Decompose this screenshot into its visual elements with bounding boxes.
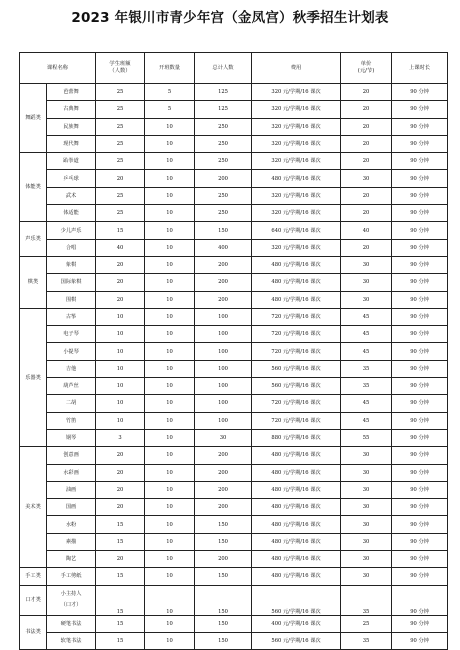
class-size-cell: 20	[96, 447, 145, 464]
course-name-cell: 创意画	[47, 447, 96, 464]
class-size-cell: 10	[96, 360, 145, 377]
duration-cell: 90 分钟	[392, 499, 448, 516]
classes-cell: 10	[145, 615, 195, 632]
classes-cell: 5	[145, 101, 195, 118]
class-size-cell: 25	[96, 153, 145, 170]
course-name-line: 小主持人	[60, 591, 82, 598]
course-name-cell: 民族舞	[47, 118, 96, 135]
unit-price-cell: 45	[341, 308, 392, 325]
class-size-cell: 20	[96, 464, 145, 481]
table-row	[20, 585, 448, 615]
class-size-cell: 10	[96, 395, 145, 412]
duration-cell: 90 分钟	[392, 481, 448, 498]
unit-price-cell: 45	[341, 326, 392, 343]
duration-cell: 90 分钟	[392, 516, 448, 533]
category-cell: 手工类	[20, 568, 47, 585]
class-size-cell: 25	[96, 135, 145, 152]
classes-cell: 10	[145, 326, 195, 343]
course-name-cell: 古典舞	[47, 101, 96, 118]
table-row	[20, 274, 448, 291]
table-row	[20, 447, 448, 464]
classes-cell: 5	[145, 84, 195, 101]
class-size-cell: 20	[96, 481, 145, 498]
total-cell: 150	[195, 632, 252, 649]
duration-cell: 90 分钟	[392, 551, 448, 568]
total-cell: 125	[195, 84, 252, 101]
classes-cell: 10	[145, 135, 195, 152]
table-row	[20, 101, 448, 118]
course-name-cell: 钢琴	[47, 429, 96, 446]
class-size-cell: 15	[96, 568, 145, 585]
duration-cell: 90 分钟	[392, 412, 448, 429]
class-size-cell: 15	[96, 533, 145, 550]
fee-cell: 320 元/学期/16 课次	[252, 135, 341, 152]
fee-cell: 480 元/学期/16 课次	[252, 551, 341, 568]
class-size-cell: 25	[96, 205, 145, 222]
table-row	[20, 118, 448, 135]
unit-price-cell: 35	[341, 585, 392, 615]
class-size-cell: 15	[96, 222, 145, 239]
table-row	[20, 429, 448, 446]
fee-cell: 480 元/学期/16 课次	[252, 533, 341, 550]
duration-cell: 90 分钟	[392, 308, 448, 325]
class-size-cell: 20	[96, 170, 145, 187]
duration-cell: 90 分钟	[392, 153, 448, 170]
table-row	[20, 378, 448, 395]
fee-cell: 480 元/学期/16 课次	[252, 499, 341, 516]
class-size-cell: 25	[96, 84, 145, 101]
duration-cell: 90 分钟	[392, 533, 448, 550]
class-size-cell: 20	[96, 274, 145, 291]
course-name-cell: 古筝	[47, 308, 96, 325]
total-cell: 100	[195, 360, 252, 377]
unit-price-cell: 45	[341, 343, 392, 360]
duration-cell: 90 分钟	[392, 395, 448, 412]
unit-price-cell: 30	[341, 274, 392, 291]
fee-cell: 320 元/学期/16 课次	[252, 187, 341, 204]
table-row	[20, 308, 448, 325]
classes-cell: 10	[145, 533, 195, 550]
total-cell: 200	[195, 447, 252, 464]
classes-cell: 10	[145, 632, 195, 649]
duration-cell: 90 分钟	[392, 84, 448, 101]
unit-price-cell: 30	[341, 533, 392, 550]
fee-cell: 720 元/学期/16 课次	[252, 395, 341, 412]
fee-cell: 320 元/学期/16 课次	[252, 101, 341, 118]
fee-cell: 480 元/学期/16 课次	[252, 447, 341, 464]
class-size-cell: 25	[96, 101, 145, 118]
classes-cell: 10	[145, 378, 195, 395]
class-size-cell: 25	[96, 187, 145, 204]
duration-cell: 90 分钟	[392, 135, 448, 152]
total-cell: 150	[195, 585, 252, 615]
duration-cell: 90 分钟	[392, 118, 448, 135]
header-classes: 开班数量	[145, 53, 195, 84]
class-size-cell: 3	[96, 429, 145, 446]
classes-cell: 10	[145, 308, 195, 325]
fee-cell: 480 元/学期/16 课次	[252, 256, 341, 273]
category-cell: 乐器类	[20, 308, 47, 446]
total-cell: 30	[195, 429, 252, 446]
fee-cell: 480 元/学期/16 课次	[252, 481, 341, 498]
classes-cell: 10	[145, 343, 195, 360]
category-cell: 声乐类	[20, 222, 47, 257]
course-name-cell: 素描	[47, 533, 96, 550]
course-name-cell: 水粉	[47, 516, 96, 533]
table-row	[20, 533, 448, 550]
unit-price-cell: 30	[341, 516, 392, 533]
unit-price-cell: 30	[341, 551, 392, 568]
table-row	[20, 464, 448, 481]
class-size-cell: 15	[96, 632, 145, 649]
classes-cell: 10	[145, 118, 195, 135]
course-name-cell	[47, 585, 96, 615]
duration-cell: 90 分钟	[392, 615, 448, 632]
unit-price-cell: 25	[341, 615, 392, 632]
course-name-cell: 水彩画	[47, 464, 96, 481]
course-name-cell: 国际象棋	[47, 274, 96, 291]
table-body	[20, 84, 448, 650]
course-name-cell: 葫芦丝	[47, 378, 96, 395]
class-size-cell: 40	[96, 239, 145, 256]
course-name-cell: 陶艺	[47, 551, 96, 568]
table-row	[20, 568, 448, 585]
course-name-cell: 象棋	[47, 256, 96, 273]
total-cell: 250	[195, 187, 252, 204]
duration-cell: 90 分钟	[392, 378, 448, 395]
table-row	[20, 615, 448, 632]
unit-price-cell: 20	[341, 101, 392, 118]
unit-price-cell: 30	[341, 568, 392, 585]
table-row	[20, 256, 448, 273]
fee-cell: 320 元/学期/16 课次	[252, 84, 341, 101]
class-size-cell: 15	[96, 585, 145, 615]
course-name-cell: 合唱	[47, 239, 96, 256]
unit-price-cell: 30	[341, 256, 392, 273]
duration-cell: 90 分钟	[392, 429, 448, 446]
classes-cell: 10	[145, 447, 195, 464]
duration-cell: 90 分钟	[392, 360, 448, 377]
total-cell: 200	[195, 170, 252, 187]
table-row	[20, 412, 448, 429]
unit-price-cell: 20	[341, 205, 392, 222]
table-row	[20, 326, 448, 343]
table-row	[20, 481, 448, 498]
table-row	[20, 551, 448, 568]
table-row	[20, 395, 448, 412]
unit-price-cell: 20	[341, 187, 392, 204]
classes-cell: 10	[145, 464, 195, 481]
category-cell: 棋类	[20, 256, 47, 308]
total-cell: 150	[195, 516, 252, 533]
class-size-cell: 20	[96, 551, 145, 568]
table-row	[20, 187, 448, 204]
duration-cell: 90 分钟	[392, 274, 448, 291]
fee-cell: 720 元/学期/16 课次	[252, 326, 341, 343]
class-size-cell: 15	[96, 615, 145, 632]
total-cell: 100	[195, 343, 252, 360]
classes-cell: 10	[145, 153, 195, 170]
total-cell: 100	[195, 378, 252, 395]
course-name-cell: 体适能	[47, 205, 96, 222]
table-row	[20, 343, 448, 360]
fee-cell: 560 元/学期/16 课次	[252, 360, 341, 377]
enrollment-plan-table	[19, 52, 448, 650]
duration-cell: 90 分钟	[392, 585, 448, 615]
fee-cell: 480 元/学期/16 课次	[252, 170, 341, 187]
course-name-cell: 硬笔书法	[47, 615, 96, 632]
duration-cell: 90 分钟	[392, 343, 448, 360]
course-name-cell: 竹笛	[47, 412, 96, 429]
course-name-cell: 芭蕾舞	[47, 84, 96, 101]
total-cell: 250	[195, 205, 252, 222]
classes-cell: 10	[145, 585, 195, 615]
classes-cell: 10	[145, 187, 195, 204]
total-cell: 150	[195, 615, 252, 632]
table-row	[20, 291, 448, 308]
total-cell: 100	[195, 412, 252, 429]
total-cell: 250	[195, 118, 252, 135]
course-name-cell: 乒乓球	[47, 170, 96, 187]
fee-cell: 480 元/学期/16 课次	[252, 516, 341, 533]
course-name-cell: 现代舞	[47, 135, 96, 152]
classes-cell: 10	[145, 291, 195, 308]
table-row	[20, 205, 448, 222]
table-row	[20, 135, 448, 152]
unit-price-cell: 20	[341, 118, 392, 135]
total-cell: 250	[195, 135, 252, 152]
course-name-cell: 小提琴	[47, 343, 96, 360]
header-duration: 上课时长	[392, 53, 448, 84]
unit-price-cell: 20	[341, 84, 392, 101]
duration-cell: 90 分钟	[392, 170, 448, 187]
course-name-cell: 吉他	[47, 360, 96, 377]
table-row	[20, 516, 448, 533]
class-size-cell: 25	[96, 118, 145, 135]
duration-cell: 90 分钟	[392, 256, 448, 273]
fee-cell: 320 元/学期/16 课次	[252, 205, 341, 222]
total-cell: 400	[195, 239, 252, 256]
course-name-cell: 国画	[47, 499, 96, 516]
total-cell: 200	[195, 256, 252, 273]
class-size-cell: 10	[96, 378, 145, 395]
course-name-cell: 围棋	[47, 291, 96, 308]
table-row	[20, 222, 448, 239]
class-size-cell: 20	[96, 291, 145, 308]
duration-cell: 90 分钟	[392, 187, 448, 204]
course-name-cell: 少儿声乐	[47, 222, 96, 239]
class-size-cell: 10	[96, 308, 145, 325]
total-cell: 100	[195, 308, 252, 325]
fee-cell: 320 元/学期/16 课次	[252, 239, 341, 256]
total-cell: 100	[195, 395, 252, 412]
total-cell: 100	[195, 326, 252, 343]
table-row	[20, 632, 448, 649]
unit-price-cell: 55	[341, 429, 392, 446]
unit-price-cell: 30	[341, 447, 392, 464]
duration-cell: 90 分钟	[392, 447, 448, 464]
classes-cell: 10	[145, 499, 195, 516]
class-size-cell: 10	[96, 326, 145, 343]
duration-cell: 90 分钟	[392, 326, 448, 343]
unit-price-cell: 20	[341, 135, 392, 152]
class-size-cell: 15	[96, 516, 145, 533]
header-total: 总计人数	[195, 53, 252, 84]
duration-cell: 90 分钟	[392, 464, 448, 481]
class-size-cell: 10	[96, 343, 145, 360]
course-name-cell: 跆拳道	[47, 153, 96, 170]
course-name-cell: 电子琴	[47, 326, 96, 343]
fee-cell: 400 元/学期/16 课次	[252, 615, 341, 632]
classes-cell: 10	[145, 412, 195, 429]
table-row	[20, 239, 448, 256]
table-row	[20, 499, 448, 516]
unit-price-cell: 20	[341, 153, 392, 170]
duration-cell: 90 分钟	[392, 239, 448, 256]
category-cell: 美术类	[20, 447, 47, 568]
fee-cell: 480 元/学期/16 课次	[252, 274, 341, 291]
fee-cell: 720 元/学期/16 课次	[252, 343, 341, 360]
class-size-cell: 20	[96, 256, 145, 273]
classes-cell: 10	[145, 551, 195, 568]
fee-cell: 560 元/学期/16 课次	[252, 378, 341, 395]
table-row	[20, 360, 448, 377]
classes-cell: 10	[145, 239, 195, 256]
classes-cell: 10	[145, 256, 195, 273]
classes-cell: 10	[145, 170, 195, 187]
fee-cell: 480 元/学期/16 课次	[252, 464, 341, 481]
total-cell: 250	[195, 153, 252, 170]
fee-cell: 560 元/学期/16 课次	[252, 585, 341, 615]
fee-cell: 720 元/学期/16 课次	[252, 412, 341, 429]
fee-cell: 480 元/学期/16 课次	[252, 291, 341, 308]
duration-cell: 90 分钟	[392, 101, 448, 118]
category-cell: 体能类	[20, 153, 47, 222]
unit-price-cell: 45	[341, 412, 392, 429]
total-cell: 200	[195, 551, 252, 568]
class-size-cell: 20	[96, 499, 145, 516]
total-cell: 150	[195, 222, 252, 239]
duration-cell: 90 分钟	[392, 222, 448, 239]
course-name-line: （口才）	[60, 602, 82, 609]
unit-price-cell: 35	[341, 378, 392, 395]
table-header-row	[20, 53, 448, 84]
duration-cell: 90 分钟	[392, 632, 448, 649]
total-cell: 200	[195, 499, 252, 516]
class-size-cell: 10	[96, 412, 145, 429]
header-fee: 费用	[252, 53, 341, 84]
unit-price-cell: 30	[341, 291, 392, 308]
unit-price-cell: 35	[341, 632, 392, 649]
fee-cell: 480 元/学期/16 课次	[252, 568, 341, 585]
course-name-cell: 武术	[47, 187, 96, 204]
classes-cell: 10	[145, 568, 195, 585]
total-cell: 200	[195, 464, 252, 481]
fee-cell: 560 元/学期/16 课次	[252, 632, 341, 649]
unit-price-cell: 30	[341, 170, 392, 187]
unit-price-cell: 30	[341, 499, 392, 516]
total-cell: 200	[195, 274, 252, 291]
category-cell: 书法类	[20, 615, 47, 650]
fee-cell: 720 元/学期/16 课次	[252, 308, 341, 325]
category-cell: 口才类	[20, 585, 47, 615]
table-row	[20, 170, 448, 187]
total-cell: 200	[195, 291, 252, 308]
classes-cell: 10	[145, 205, 195, 222]
header-class-size: 学生班额 （人数）	[96, 53, 145, 84]
fee-cell: 880 元/学期/16 课次	[252, 429, 341, 446]
unit-price-cell: 45	[341, 395, 392, 412]
classes-cell: 10	[145, 274, 195, 291]
total-cell: 150	[195, 568, 252, 585]
table-row	[20, 153, 448, 170]
duration-cell: 90 分钟	[392, 205, 448, 222]
course-name-cell: 二胡	[47, 395, 96, 412]
unit-price-cell: 30	[341, 481, 392, 498]
classes-cell: 10	[145, 395, 195, 412]
unit-price-cell: 40	[341, 222, 392, 239]
duration-cell: 90 分钟	[392, 568, 448, 585]
table-row	[20, 84, 448, 101]
unit-price-cell: 30	[341, 464, 392, 481]
header-unit-price: 单价 (元/节)	[341, 53, 392, 84]
course-name-cell: 软笔书法	[47, 632, 96, 649]
total-cell: 200	[195, 481, 252, 498]
fee-cell: 320 元/学期/16 课次	[252, 118, 341, 135]
fee-cell: 640 元/学期/16 课次	[252, 222, 341, 239]
total-cell: 125	[195, 101, 252, 118]
course-name-cell: 油画	[47, 481, 96, 498]
document-title: 2023 年银川市青少年宫（金凤宫）秋季招生计划表	[71, 10, 389, 26]
unit-price-cell: 35	[341, 360, 392, 377]
fee-cell: 320 元/学期/16 课次	[252, 153, 341, 170]
course-name-cell: 手工剪纸	[47, 568, 96, 585]
classes-cell: 10	[145, 516, 195, 533]
classes-cell: 10	[145, 481, 195, 498]
classes-cell: 10	[145, 360, 195, 377]
classes-cell: 10	[145, 222, 195, 239]
total-cell: 150	[195, 533, 252, 550]
header-course-name: 课程名称	[20, 53, 96, 84]
classes-cell: 10	[145, 429, 195, 446]
unit-price-cell: 20	[341, 239, 392, 256]
category-cell: 舞蹈类	[20, 84, 47, 153]
duration-cell: 90 分钟	[392, 291, 448, 308]
